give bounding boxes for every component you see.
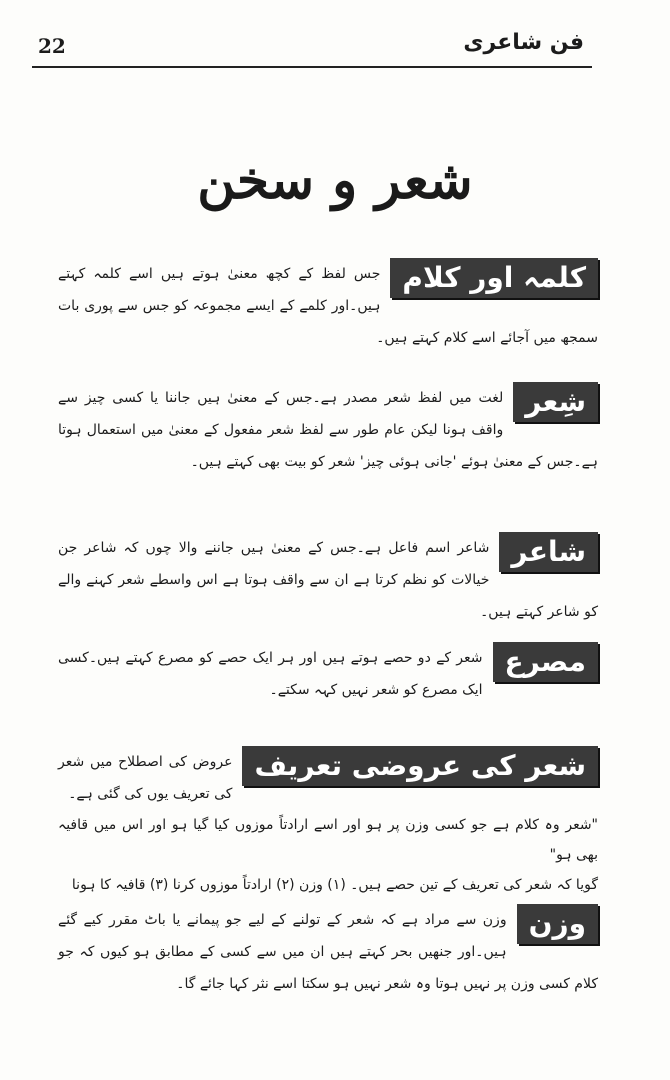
section-wazn — [58, 904, 598, 1000]
term-label: شعر کی عروضی تعریف — [242, 746, 598, 786]
chapter-title: شعر و سخن — [197, 150, 473, 211]
definition-parts: گویا کہ شعر کی تعریف کے تین حصے ہیں۔ (۱) وزن (۲) ارادتاً موزوں کرنا (۳) قافیہ کا ہونا — [71, 877, 598, 893]
section-misra — [58, 642, 598, 706]
section-text: وزن سے مراد ہے کہ شعر کے تولنے کے لیے جو پیمانے یا باٹ مقرر کیے گئے ہیں۔اور جنھیں بحر کہتے ہیں ان میں سے کسی کے مطابق ہو کیوں کہ جو کلام کسی وزن پر نہیں ہوتا وہ شعر نہیں ہو سکتا اسے نثر کہا جائے گا۔ — [58, 912, 598, 992]
term-label: شِعر — [513, 382, 598, 422]
section-kalma-kalam — [58, 258, 598, 354]
section-aroozi-tareef — [58, 746, 598, 900]
section-text: عروض کی اصطلاح میں شعر کی تعریف یوں کی گئی ہے۔ — [58, 754, 233, 802]
section-text: شاعر اسم فاعل ہے۔جس کے معنیٰ ہیں جاننے والا چوں کہ شاعر جن خیالات کو نظم کرتا ہے ان سے واقف ہوتا ہے اس واسطے شعر کہنے والے کو شاعر کہتے ہیں۔ — [58, 540, 598, 620]
section-text: جس لفظ کے کچھ معنیٰ ہوتے ہیں اسے کلمہ کہتے ہیں۔اور کلمے کے ایسے مجموعہ کو جس سے پوری بات سمجھ میں آجائے اسے کلام کہتے ہیں۔ — [58, 266, 598, 346]
definition-quote: "شعر وہ کلام ہے جو کسی وزن پر ہو اور اسے ارادتاً موزوں کیا گیا ہو اور اس میں قافیہ بھی ہو" — [58, 817, 598, 863]
book-title: فن شاعری — [463, 30, 584, 55]
section-text: لغت میں لفظ شعر مصدر ہے۔جس کے معنیٰ ہیں جاننا یا کسی چیز سے واقف ہونا لیکن عام طور سے لفظ شعر مفعول کے معنیٰ میں استعمال ہوتا ہے۔جس کے معنیٰ ہوئے 'جانی ہوئی چیز' شعر کو بیت بھی کہتے ہیں۔ — [58, 390, 598, 470]
page-number: 22 — [38, 34, 66, 58]
section-shair — [58, 532, 598, 628]
term-label: شاعر — [499, 532, 598, 572]
section-text: شعر کے دو حصے ہوتے ہیں اور ہر ایک حصے کو مصرع کہتے ہیں۔کسی ایک مصرع کو شعر نہیں کہہ سکتے۔ — [58, 650, 483, 698]
term-label: کلمہ اور کلام — [390, 258, 598, 298]
term-label: مصرع — [493, 642, 598, 682]
page-header — [32, 30, 592, 68]
term-label: وزن — [517, 904, 598, 944]
section-shir — [58, 382, 598, 478]
